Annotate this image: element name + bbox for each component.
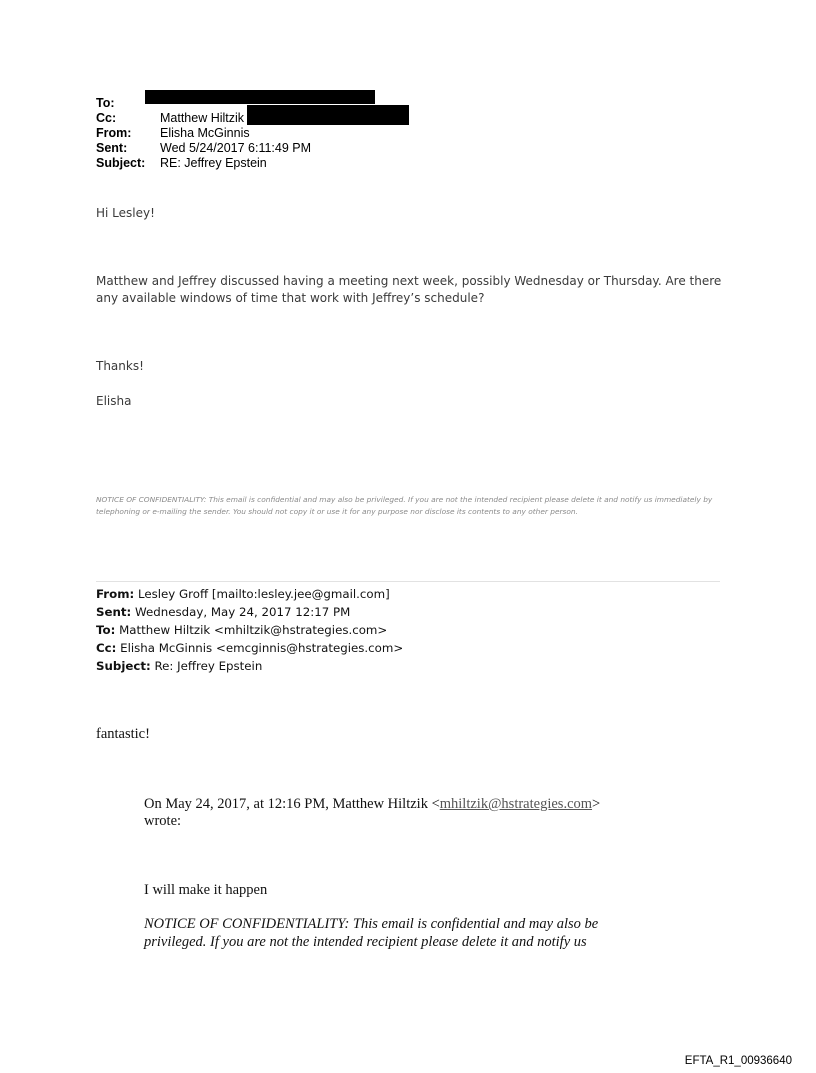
sent-value: Wed 5/24/2017 6:11:49 PM (160, 141, 312, 155)
fwd-sent-label: Sent: (96, 605, 132, 619)
confidentiality-notice: NOTICE OF CONFIDENTIALITY: This email is confidential and may also be privileged. If you are not the intended recipient please delete it and notify us immediately by telephoning or e-mailing the sender. You should not copy it or use it for any purpose nor disclose its contents to any other person. (96, 495, 713, 516)
quoted-intro-start: On May 24, 2017, at 12:16 PM, Matthew Hiltzik < (144, 796, 440, 812)
fwd-from-label: From: (96, 587, 135, 601)
fwd-cc-label: Cc: (96, 641, 117, 655)
fwd-sent-row (96, 603, 403, 621)
header-sent-row (96, 141, 409, 156)
from-label: From: (96, 126, 132, 140)
quoted-notice-line-2: privileged. If you are not the intended recipient please delete it and notify us (144, 934, 587, 950)
quoted-intro-end: > (592, 796, 601, 812)
subject-value: RE: Jeffrey Epstein (160, 156, 267, 170)
fwd-from-value: Lesley Groff [mailto:lesley.jee@gmail.com] (138, 587, 390, 601)
signature: Elisha (96, 394, 132, 408)
redaction-bar (247, 105, 409, 125)
to-label: To: (96, 96, 115, 110)
forwarded-header (96, 585, 403, 675)
fwd-subject-label: Subject: (96, 659, 151, 673)
fwd-cc-row (96, 639, 403, 657)
greeting: Hi Lesley! (96, 206, 155, 220)
header-from-row (96, 126, 409, 141)
quoted-notice-line-1: NOTICE OF CONFIDENTIALITY: This email is confidential and may also be (144, 916, 599, 932)
fwd-subject-value: Re: Jeffrey Epstein (154, 659, 263, 673)
quoted-wrote: wrote: (144, 813, 182, 829)
fwd-to-value: Matthew Hiltzik <mhiltzik@hstrategies.com> (119, 623, 388, 637)
subject-label: Subject: (96, 156, 146, 170)
sent-label: Sent: (96, 141, 128, 155)
document-id: EFTA_R1_00936640 (684, 1055, 792, 1067)
header-subject-row (96, 156, 409, 171)
header-cc-row (96, 111, 409, 126)
from-value: Elisha McGinnis (160, 126, 250, 140)
email-header (96, 96, 409, 171)
fwd-subject-row (96, 657, 403, 675)
thanks-text: Thanks! (96, 359, 144, 373)
divider (96, 581, 720, 582)
redaction-bar (145, 90, 375, 104)
cc-value: Matthew Hiltzik (160, 111, 245, 125)
cc-label: Cc: (96, 111, 117, 125)
reply-text: fantastic! (96, 726, 150, 742)
quoted-intro (144, 796, 600, 813)
fwd-cc-value: Elisha McGinnis <emcginnis@hstrategies.com> (120, 641, 404, 655)
message-body: Matthew and Jeffrey discussed having a meeting next week, possibly Wednesday or Thursday. Are there any available windows of time that work with Jeffrey’s schedule? (96, 274, 722, 305)
fwd-to-label: To: (96, 623, 116, 637)
fwd-from-row (96, 585, 403, 603)
quoted-line: I will make it happen (144, 882, 268, 898)
fwd-sent-value: Wednesday, May 24, 2017 12:17 PM (135, 605, 351, 619)
fwd-to-row (96, 621, 403, 639)
email-link[interactable]: mhiltzik@hstrategies.com (439, 796, 593, 812)
